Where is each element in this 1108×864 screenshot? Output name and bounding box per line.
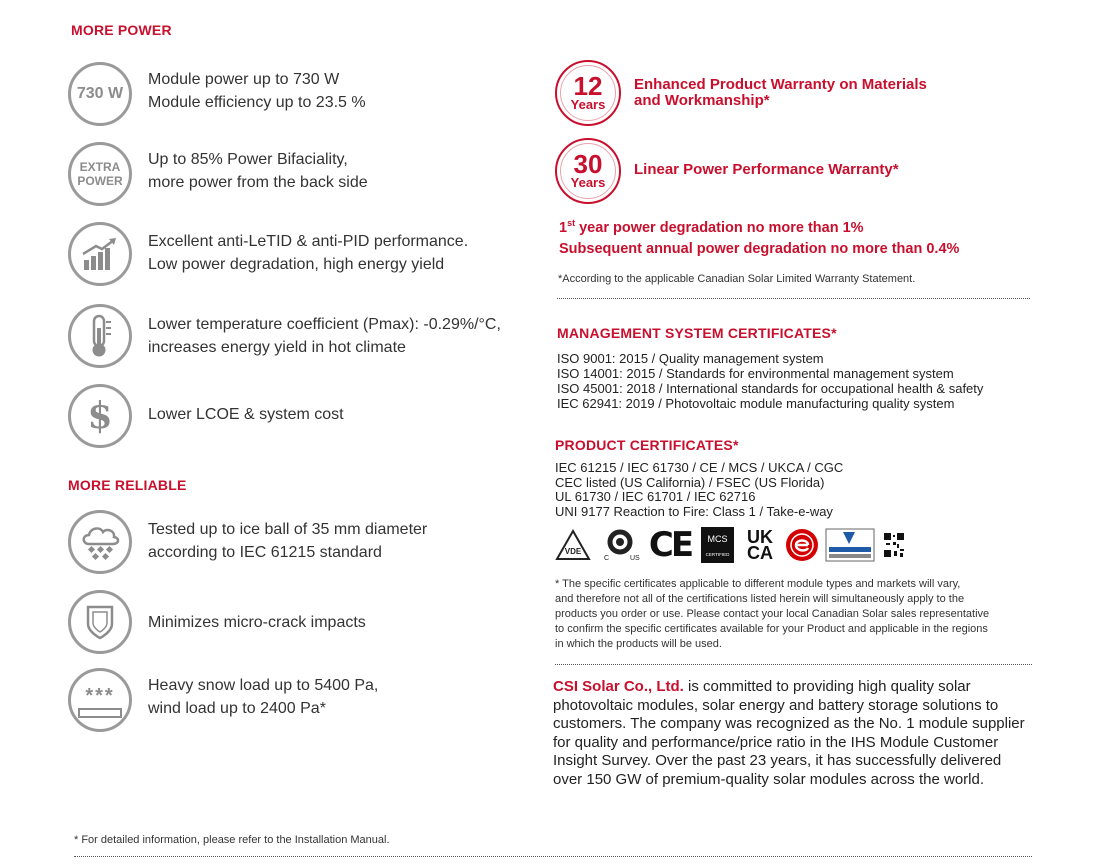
csa-c-text: C xyxy=(604,555,610,562)
section-title-product-certs: PRODUCT CERTIFICATES* xyxy=(555,437,739,453)
degradation-first-sup: st xyxy=(567,218,576,228)
feature-bifaciality xyxy=(148,148,368,194)
snow-load-panel xyxy=(78,708,122,718)
warranty-30-years-badge xyxy=(555,138,621,204)
cert-disclaimer-line: and therefore not all of the certifications listed herein will simultaneously apply to the xyxy=(555,593,965,605)
feature-line: Up to 85% Power Bifaciality, xyxy=(148,151,348,168)
feature-line: Module power up to 730 W xyxy=(148,71,340,88)
csa-logo-icon xyxy=(600,528,644,562)
shield-icon xyxy=(68,590,132,654)
dollar-icon: $ xyxy=(68,384,132,448)
feature-line: wind load up to 2400 Pa* xyxy=(148,700,326,717)
feature-line: Low power degradation, high energy yield xyxy=(148,256,445,273)
feature-line: Minimizes micro-crack impacts xyxy=(148,614,366,631)
feature-line: more power from the back side xyxy=(148,174,368,191)
cert-line: CEC listed (US California) / FSEC (US Florida) xyxy=(555,475,825,490)
warranty-unit: Years xyxy=(570,97,606,112)
mcs-logo-text: MCS xyxy=(707,533,728,544)
feature-temperature-coefficient xyxy=(148,313,501,359)
hail-cloud-icon xyxy=(68,510,132,574)
ukca-logo-line1: UK xyxy=(747,527,773,547)
cert-line: UNI 9177 Reaction to Fire: Class 1 / Take-e-way xyxy=(555,504,833,519)
cert-line: IEC 62941: 2019 / Photovoltaic module manufacturing quality system xyxy=(557,396,955,411)
feature-line: Heavy snow load up to 5400 Pa, xyxy=(148,677,379,694)
warranty-product-text xyxy=(634,77,927,109)
cert-disclaimer-line: in which the products will be used. xyxy=(555,638,722,650)
extra-power-icon-line2: POWER xyxy=(77,174,123,188)
feature-snow-wind-load xyxy=(148,674,378,720)
feature-line: Excellent anti-LeTID & anti-PID performance. xyxy=(148,233,469,250)
section-title-more-reliable: MORE RELIABLE xyxy=(68,477,187,493)
company-about-paragraph xyxy=(553,678,1033,790)
footer-divider xyxy=(74,856,1032,857)
company-description: is committed to providing high quality solar photovoltaic modules, solar energy and battery storage solutions to customers. The company was recognized as the No. 1 module supplier for quality and performance/price ratio in the IHS Module Customer Insight Survey. Over the past 23 years, it has successfully delivered over 150 GW of premium-quality solar modules across the world. xyxy=(553,678,1025,788)
feature-line: Lower LCOE & system cost xyxy=(148,406,344,423)
warranty-performance-text xyxy=(634,162,899,178)
bar-chart-growth-icon xyxy=(68,222,132,286)
footer-note: * For detailed information, please refer to the Installation Manual. xyxy=(74,834,390,846)
cert-disclaimer-line: to confirm the specific certificates available for your Product and applicable in the regions xyxy=(555,623,988,635)
warranty-footnote: *According to the applicable Canadian Solar Limited Warranty Statement. xyxy=(558,273,916,285)
warranty-unit: Years xyxy=(570,175,606,190)
divider xyxy=(555,664,1032,665)
feature-lcoe xyxy=(148,403,344,426)
cert-line: ISO 9001: 2015 / Quality management system xyxy=(557,351,824,366)
cert-line: ISO 14001: 2015 / Standards for environmental management system xyxy=(557,366,954,381)
feature-line: according to IEC 61215 standard xyxy=(148,544,382,561)
extra-power-icon-line1: EXTRA xyxy=(79,160,121,174)
tuv-rheinland-logo-icon xyxy=(825,528,875,562)
csa-us-text: US xyxy=(630,555,640,562)
mcs-logo-subtext: CERTIFIED xyxy=(705,551,730,557)
mcs-logo-icon xyxy=(701,527,734,563)
divider xyxy=(557,298,1030,299)
degradation-first-year xyxy=(559,218,864,236)
qr-code-icon xyxy=(882,528,906,562)
vde-logo-icon xyxy=(554,528,592,562)
vde-logo-text: VDE xyxy=(564,547,582,556)
feature-module-power xyxy=(148,68,366,114)
feature-micro-crack xyxy=(148,611,366,634)
degradation-first-num: 1 xyxy=(559,219,568,236)
ukca-logo-line2: CA xyxy=(747,543,773,563)
feature-line: Lower temperature coefficient (Pmax): -0.29%/°C, xyxy=(148,316,501,333)
extra-power-icon xyxy=(68,142,132,206)
snow-load-icon xyxy=(68,668,132,732)
warranty-num: 12 xyxy=(573,71,603,101)
warranty-line: and Workmanship* xyxy=(634,92,770,109)
cert-disclaimer-line: products you order or use. Please contact your local Canadian Solar sales representative xyxy=(555,608,990,620)
warranty-12-years-badge xyxy=(555,60,621,126)
warranty-line: Enhanced Product Warranty on Materials xyxy=(634,76,927,93)
feature-ice-ball-test xyxy=(148,518,427,564)
degradation-annual: Subsequent annual power degradation no more than 0.4% xyxy=(559,241,960,257)
snow-stars: *** xyxy=(85,685,115,707)
feature-anti-letid xyxy=(148,230,468,276)
company-name: CSI Solar Co., Ltd. xyxy=(553,678,684,695)
section-title-management-certs: MANAGEMENT SYSTEM CERTIFICATES* xyxy=(557,325,837,341)
power-730w-icon: 730 W xyxy=(68,62,132,126)
degradation-first-rest: year power degradation no more than 1% xyxy=(575,219,864,236)
section-title-more-power: MORE POWER xyxy=(71,22,172,38)
cert-line: UL 61730 / IEC 61701 / IEC 62716 xyxy=(555,489,756,504)
cert-line: IEC 61215 / IEC 61730 / CE / MCS / UKCA / CGC xyxy=(555,460,844,475)
thermometer-icon xyxy=(68,304,132,368)
take-e-way-logo-icon xyxy=(783,528,821,562)
feature-line: Module efficiency up to 23.5 % xyxy=(148,94,366,111)
feature-line: Tested up to ice ball of 35 mm diameter xyxy=(148,521,428,538)
warranty-num: 30 xyxy=(573,149,603,179)
cert-disclaimer xyxy=(555,577,989,652)
cert-line: ISO 45001: 2018 / International standards for occupational health & safety xyxy=(557,381,984,396)
cert-disclaimer-line: * The specific certificates applicable to different module types and markets will vary, xyxy=(555,578,961,590)
ukca-logo-icon xyxy=(742,528,778,562)
ce-logo-icon: CE xyxy=(648,525,692,565)
warranty-line: Linear Power Performance Warranty* xyxy=(634,161,899,178)
feature-line: increases energy yield in hot climate xyxy=(148,339,406,356)
